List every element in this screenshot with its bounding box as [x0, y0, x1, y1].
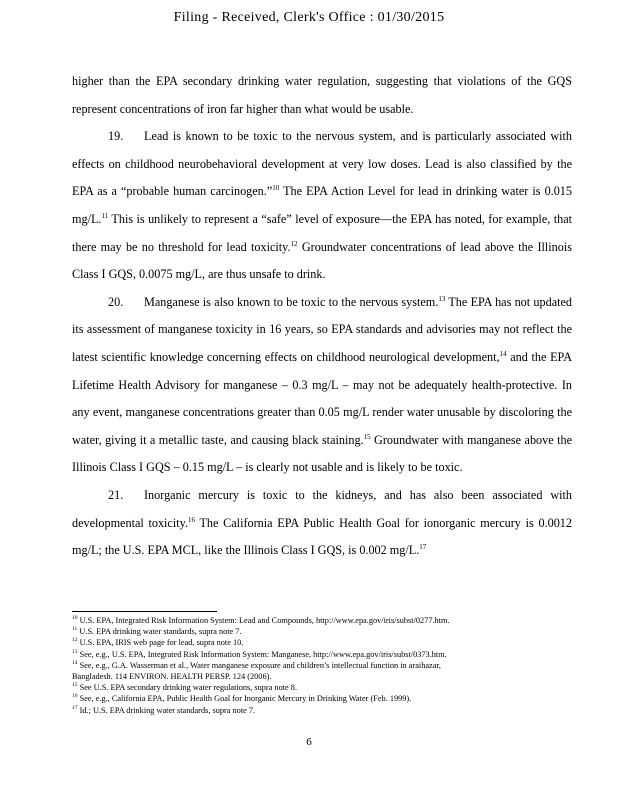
footnote-number: 13 [72, 648, 78, 655]
footnote-16 [72, 693, 572, 704]
filing-header: Filing - Received, Clerk's Office : 01/30/2015 [173, 10, 445, 25]
footnote-number: 12 [72, 637, 78, 644]
paragraph-text: Manganese is also known to be toxic to the nervous system. [144, 294, 439, 309]
footnote-ref-10[interactable]: 10 [272, 184, 280, 193]
footnote-14-continued [72, 671, 572, 682]
footnote-ref-17[interactable]: 17 [419, 543, 427, 552]
footnote-11 [72, 626, 572, 637]
paragraph-number: 21. [108, 487, 124, 502]
paragraph-continuation [72, 68, 572, 123]
paragraph-text: Groundwater concentrations of lead above the Illinois Class I GQS, 0.0075 mg/L, are thus unsafe to drink. [72, 239, 573, 282]
footnote-ref-15[interactable]: 15 [363, 432, 371, 441]
paragraph-text: The EPA Action Level for lead in drinking water is 0.015 mg/L. [72, 184, 572, 226]
footnote-12 [72, 637, 572, 648]
footnote-text: U.S. EPA, Integrated Risk Information System: Lead and Compounds, http://www.epa.gov/iris/subst/0277.htm. [79, 616, 450, 625]
paragraph-text: The EPA has not updated its assessment of manganese toxicity in 16 years, so EPA standards and advisories may not reflect the latest scientific knowledge concerning effects on childhood neurological development, [72, 294, 572, 364]
footnote-divider [72, 611, 217, 612]
footnote-ref-12[interactable]: 12 [290, 239, 298, 248]
paragraph-text: The California EPA Public Health Goal for ionorganic mercury is 0.0012 mg/L; the U.S. EPA MCL, like the Illinois Class I GQS, is 0.002 mg/L. [72, 515, 572, 558]
footnotes [72, 615, 572, 716]
footnote-text: Bangladesh. 114 ENVIRON. HEALTH PERSP. 124 (2006). [72, 672, 272, 682]
footnote-number: 14 [72, 660, 78, 667]
footnote-15 [72, 682, 572, 693]
footnote-text: See U.S. EPA secondary drinking water regulations, supra note 8. [79, 683, 298, 693]
footnote-text: See, e.g., California EPA, Public Health Goal for Inorganic Mercury in Drinking Water (Feb. 1999). [79, 694, 412, 704]
footnote-14 [72, 660, 572, 671]
footnote-ref-14[interactable]: 14 [499, 349, 507, 358]
footnote-13 [72, 649, 572, 660]
footnote-text: Id.; U.S. EPA drinking water standards, supra note 7. [79, 705, 256, 715]
paragraph-text: This is unlikely to represent a “safe” level of exposure—the EPA has noted, for example, that there may be no threshold for lead toxicity. [72, 211, 572, 254]
footnote-ref-11[interactable]: 11 [101, 211, 109, 220]
footnote-ref-13[interactable]: 13 [438, 294, 446, 303]
page-number: 6 [306, 736, 312, 748]
paragraph-text: Lead is known to be toxic to the nervous system, and is particularly associated with effects on childhood neurobehavioral development at very low doses. Lead is also classified by the EPA as a “probable human carcinogen.” [72, 129, 572, 199]
footnote-text: U.S. EPA, IRIS web page for lead, supra note 10. [79, 638, 244, 648]
body-text [72, 68, 572, 565]
paragraph-19 [72, 123, 572, 289]
paragraph-text: and the EPA Lifetime Health Advisory for manganese – 0.3 mg/L – may not be adequately health-protective. In any event, manganese concentrations greater than 0.05 mg/L render water unusable by discoloring the water, giving it a metallic taste, and causing black staining. [72, 349, 572, 447]
footnote-number: 10 [72, 615, 78, 622]
paragraph-number: 20. [108, 294, 124, 309]
footnote-number: 15 [72, 682, 78, 689]
paragraph-21 [72, 482, 572, 565]
paragraph-20 [72, 289, 572, 482]
footnote-number: 11 [72, 626, 78, 633]
footnote-text: U.S. EPA drinking water standards, supra note 7. [79, 627, 242, 637]
paragraph-text: higher than the EPA secondary drinking water regulation, suggesting that violations of the GQS represent concentrations of iron far higher than what would be usable. [72, 74, 572, 116]
footnote-ref-16[interactable]: 16 [187, 515, 195, 524]
footnote-17 [72, 705, 572, 716]
footnote-number: 16 [72, 693, 78, 700]
paragraph-text: Groundwater with manganese above the Illinois Class I GQS – 0.15 mg/L – is clearly not usable and is likely to be toxic. [72, 432, 572, 475]
footnote-text: See, e.g., U.S. EPA, Integrated Risk Information System: Manganese, http://www.epa.gov/iris/subst/0373.htm. [79, 649, 447, 659]
paragraph-number: 19. [108, 129, 124, 144]
footnote-text: See, e.g., G.A. Wasserman et al., Water manganese exposure and children’s intellectual function in araihazar, [79, 660, 441, 670]
footnote-number: 17 [72, 704, 78, 711]
footnote-10 [72, 615, 572, 626]
paragraph-text: Inorganic mercury is toxic to the kidneys, and has also been associated with developmental toxicity. [72, 487, 572, 530]
